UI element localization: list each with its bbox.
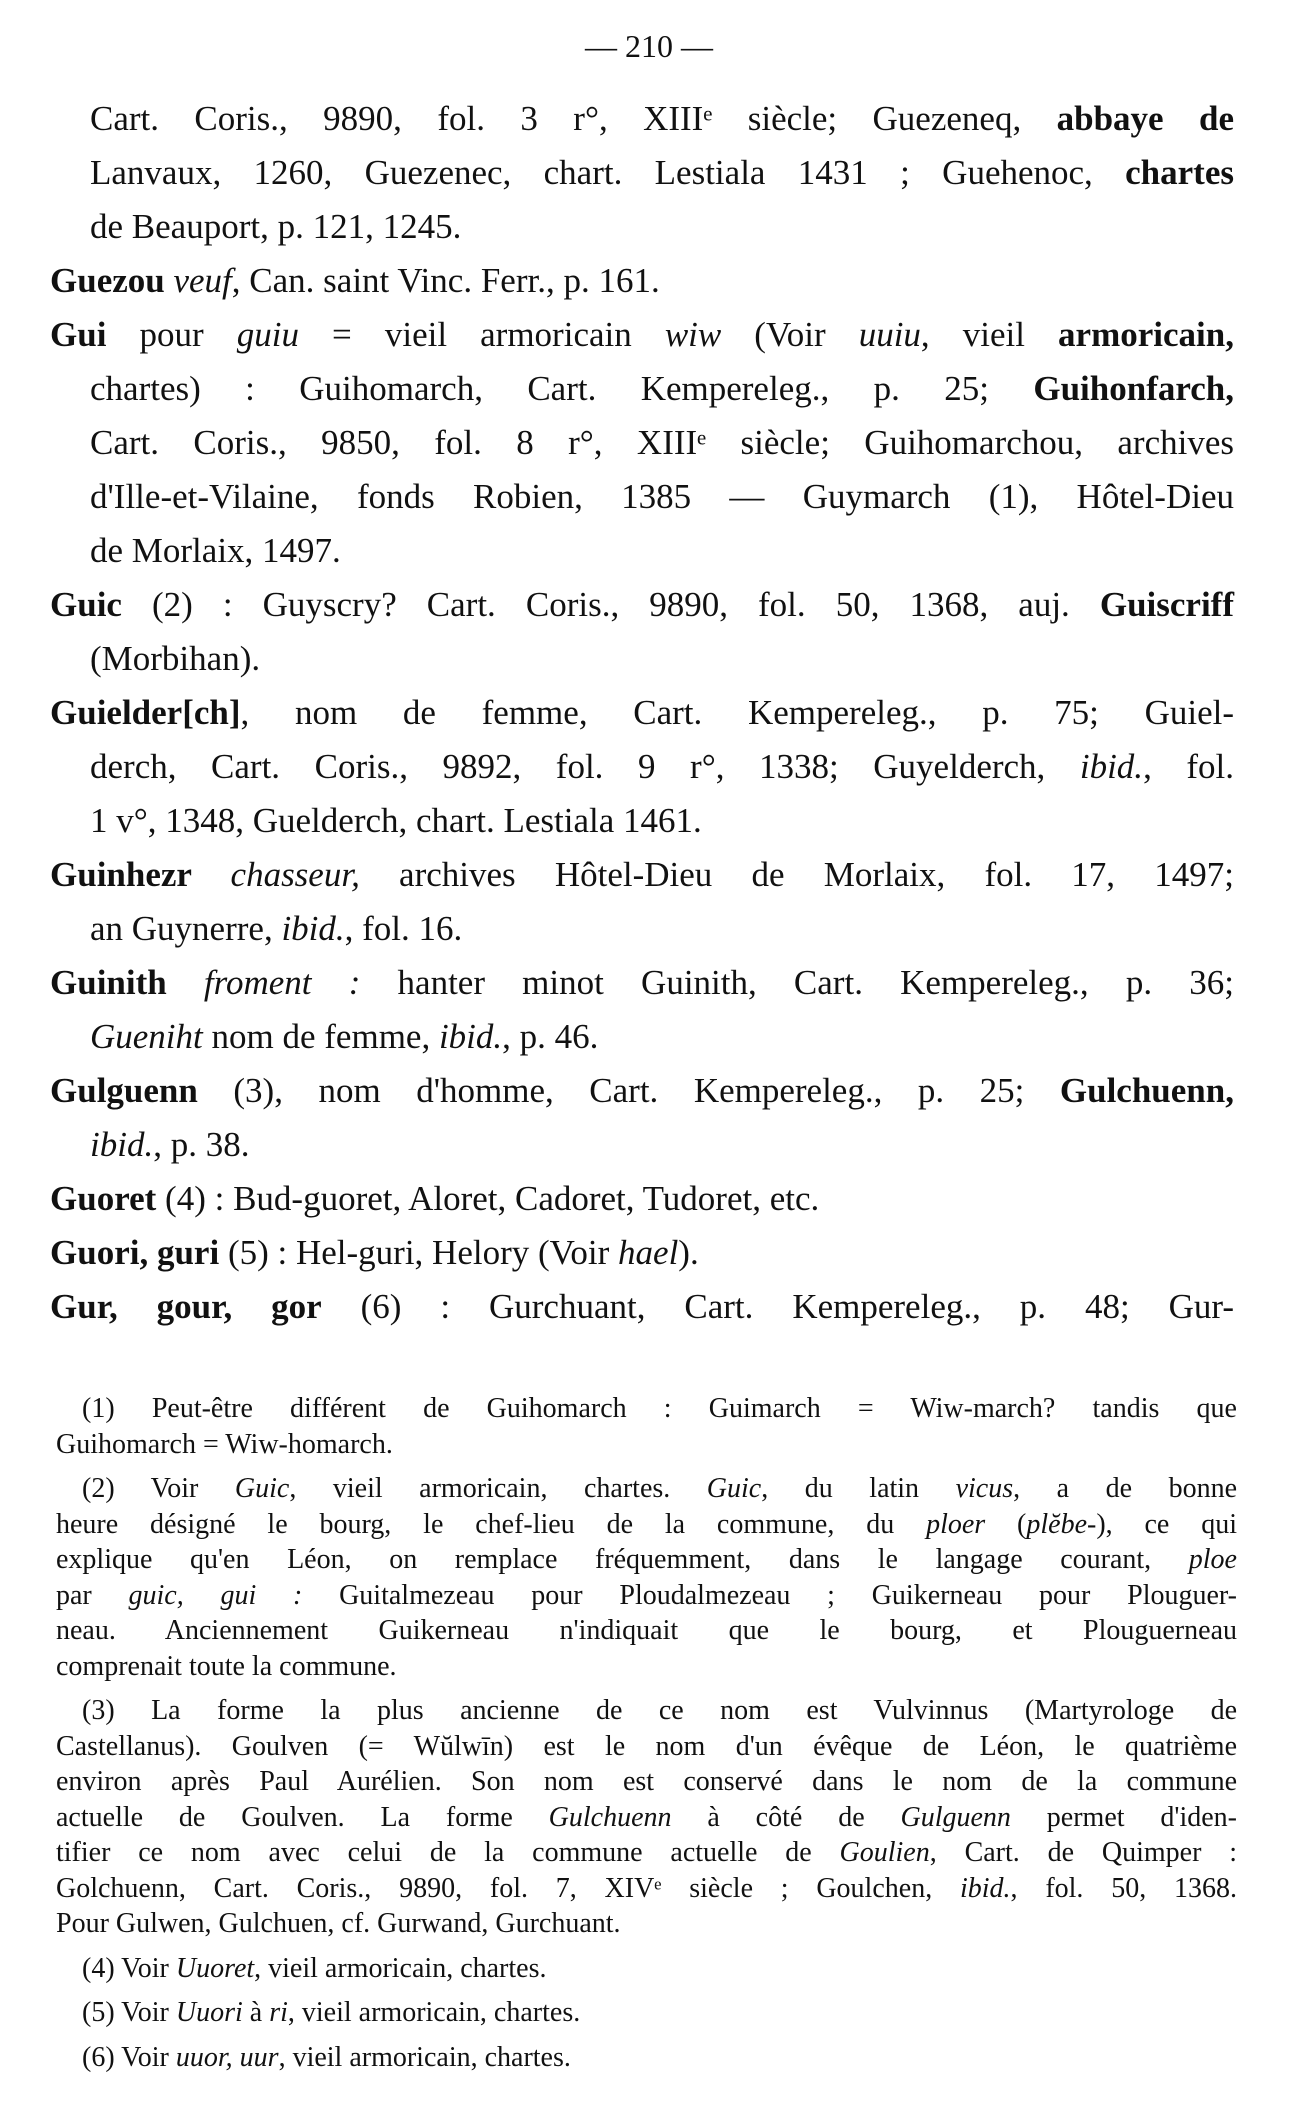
italic-text: Gueniht [90, 1017, 203, 1056]
footnote-line [82, 1391, 1237, 1427]
footnote-line [82, 1995, 1237, 2031]
text-segment: derch, Cart. Coris., 9892, fol. 9 r°, 1338; Guyelderch, [90, 747, 1080, 786]
footnote-line [56, 1835, 1237, 1871]
text-segment: ). [678, 1233, 699, 1272]
text-segment: de Morlaix, 1497. [90, 531, 341, 570]
text-segment: (4) : Bud-guoret, Aloret, Cadoret, Tudoret, etc. [156, 1179, 820, 1218]
text-line [90, 92, 1234, 146]
text-segment: (2) : Guyscry? Cart. Coris., 9890, fol. 50, 1368, auj. [121, 585, 1100, 624]
text-segment: , vieil armoricain, chartes. [287, 1997, 581, 2028]
headword-text: Guoret [50, 1179, 157, 1218]
italic-text: Gulchuenn [548, 1801, 672, 1833]
text-segment: , nom de femme, Cart. Kempereleg., p. 75; Guiel- [240, 693, 1234, 732]
headword-text: Guinhezr [50, 855, 231, 894]
text-segment: Cart. Coris., 9850, fol. 8 r°, XIIIᵉ siècle; Guihomarchou, archives [90, 423, 1234, 462]
text-segment: à côté de [671, 1801, 901, 1833]
text-segment: (3), nom d'homme, Cart. Kempereleg., p. 25; [197, 1071, 1060, 1110]
italic-text: Guic [706, 1473, 762, 1504]
text-segment: , vieil armoricain, chartes. [278, 2041, 571, 2073]
text-segment: archives Hôtel-Dieu de Morlaix, fol. 17, 1497; [359, 855, 1234, 894]
italic-text: Uuori [175, 1997, 243, 2028]
footnote-line [56, 1871, 1237, 1907]
text-segment: (Morbihan). [90, 639, 261, 678]
main-text [0, 92, 1298, 1334]
text-segment: environ après Paul Aurélien. Son nom est conservé dans le nom de la commune [56, 1766, 1237, 1797]
footnote-line [82, 2040, 1237, 2076]
text-segment: , a de bonne [1013, 1473, 1237, 1504]
text-segment: (4) Voir [82, 1952, 176, 1984]
text-line [90, 470, 1234, 524]
headword-text: Gulchuenn, [1059, 1071, 1234, 1110]
italic-text: uuor, uur [175, 2041, 279, 2073]
text-segment: (1) Peut-être différent de Guihomarch : Guimarch = Wiw-march? tandis que [82, 1393, 1237, 1424]
text-segment: (6) Voir [82, 2041, 176, 2073]
italic-text: Uuoret [175, 1952, 255, 1984]
text-line [50, 1172, 1234, 1226]
text-segment: Guihomarch = Wiw-homarch. [56, 1428, 393, 1460]
text-segment: Castellanus). Goulven (= Wŭlwīn) est le nom d'un évêque de Léon, le quatrième [56, 1730, 1237, 1762]
italic-text: ploer [926, 1508, 986, 1540]
text-segment: = vieil armoricain [298, 315, 665, 354]
italic-text: vicus [955, 1473, 1014, 1504]
text-segment: d'Ille-et-Vilaine, fonds Robien, 1385 — Guymarch (1), Hôtel-Dieu [90, 477, 1234, 516]
text-segment: Lanvaux, 1260, Guezenec, chart. Lestiala 1431 ; Guehenoc, [90, 153, 1126, 192]
italic-text: ibid. [90, 1125, 154, 1164]
footnote-line [56, 1542, 1237, 1578]
text-segment: (Voir [721, 315, 859, 354]
italic-text: ibid. [438, 1017, 503, 1056]
text-segment: , vieil armoricain, chartes. [254, 1952, 547, 1984]
text-line [90, 416, 1234, 470]
headword-text: Guezou [50, 261, 174, 300]
footnote-line [56, 1578, 1237, 1614]
text-segment: nom de femme, [202, 1017, 439, 1056]
text-segment: , fol. 16. [344, 909, 463, 948]
headword-text: chartes [1125, 153, 1234, 192]
text-line [90, 794, 1234, 848]
text-segment: Guitalmezeau pour Ploudalmezeau ; Guikerneau pour Plouguer- [302, 1579, 1237, 1611]
text-line [50, 1226, 1234, 1280]
text-segment: de Beauport, p. 121, 1245. [90, 207, 462, 246]
text-segment: , p. 46. [502, 1017, 599, 1056]
text-segment: , p. 38. [153, 1125, 250, 1164]
italic-text: Guic [234, 1473, 290, 1504]
footnote-line [56, 1729, 1237, 1765]
footnote-line [56, 1906, 1237, 1942]
text-segment: ), ce qui [1096, 1508, 1238, 1540]
headword-text: Gui [50, 315, 107, 354]
text-line [90, 524, 1234, 578]
text-segment: Cart. Coris., 9890, fol. 3 r°, XIIIᵉ siècle; Guezeneq, [90, 99, 1057, 138]
text-segment: (2) Voir [82, 1473, 235, 1504]
text-line [50, 254, 1234, 308]
italic-text: guiu [236, 315, 299, 354]
text-segment: , Can. saint Vinc. Ferr., p. 161. [231, 261, 660, 300]
footnote-line [56, 1427, 1237, 1463]
headword-text: Guihonfarch, [1033, 369, 1234, 408]
text-segment: , fol. [1143, 747, 1234, 786]
text-segment: (5) Voir [82, 1997, 176, 2028]
text-segment: chartes) : Guihomarch, Cart. Kempereleg., p. 25; [90, 369, 1034, 408]
text-segment: Golchuenn, Cart. Coris., 9890, fol. 7, XIVᵉ siècle ; Goulchen, [56, 1872, 960, 1904]
text-segment: (5) : Hel-guri, Helory (Voir [219, 1233, 619, 1272]
text-segment: explique qu'en Léon, on remplace fréquemment, dans le langage courant, [56, 1544, 1189, 1575]
headword-text: Guic [50, 585, 122, 624]
text-segment: (6) : Gurchuant, Cart. Kempereleg., p. 48; Gur- [321, 1287, 1234, 1326]
text-segment: , fol. 50, 1368. [1010, 1872, 1237, 1904]
headword-text: Gur, gour, gor [50, 1287, 322, 1326]
italic-text: hael [618, 1233, 679, 1272]
headword-text: Guinith [50, 963, 204, 1002]
italic-text: ibid. [1079, 747, 1144, 786]
text-line [90, 146, 1234, 200]
text-segment: an Guynerre, [90, 909, 282, 948]
footnote-line [56, 1649, 1237, 1685]
text-line [50, 578, 1234, 632]
text-segment: neau. Anciennement Guikerneau n'indiquait que le bourg, et Plouguerneau [56, 1615, 1237, 1646]
italic-text: guic, gui : [128, 1579, 303, 1611]
italic-text: Gulguenn [900, 1801, 1011, 1833]
footnote-line [56, 1613, 1237, 1649]
italic-text: froment : [203, 963, 361, 1002]
text-line [50, 956, 1234, 1010]
italic-text: ibid. [281, 909, 345, 948]
text-segment: pour [106, 315, 237, 354]
text-line [50, 1280, 1234, 1334]
text-line [90, 1010, 1234, 1064]
footnote-line [82, 1693, 1237, 1729]
headword-text: Guori, guri [50, 1233, 220, 1272]
headword-text: Guielder[ch] [50, 693, 241, 732]
footnote-line [56, 1507, 1237, 1543]
headword-text: abbaye de [1056, 99, 1234, 138]
text-line [90, 362, 1234, 416]
text-line [90, 632, 1234, 686]
text-line [90, 740, 1234, 794]
text-segment: heure désigné le bourg, le chef-lieu de la commune, du [56, 1508, 927, 1540]
text-line [90, 902, 1234, 956]
text-segment: par [56, 1579, 129, 1611]
text-segment: , du latin [761, 1473, 956, 1504]
text-segment: comprenait toute la commune. [56, 1650, 397, 1682]
footnote-line [56, 1800, 1237, 1836]
headword-text: Gulguenn [50, 1071, 198, 1110]
italic-text: ibid. [959, 1872, 1011, 1904]
headword-text: Guiscriff [1099, 585, 1234, 624]
italic-text: veuf [173, 261, 232, 300]
text-segment: actuelle de Goulven. La forme [56, 1801, 549, 1833]
text-segment: , vieil armoricain, chartes. [289, 1473, 707, 1504]
text-segment: (3) La forme la plus ancienne de ce nom est Vulvinnus (Martyrologe de [82, 1695, 1237, 1726]
headword-text: armoricain, [1058, 315, 1234, 354]
text-line [50, 308, 1234, 362]
italic-text: chasseur, [230, 855, 360, 894]
text-segment: permet d'iden- [1010, 1801, 1237, 1833]
footnote-line [56, 1764, 1237, 1800]
italic-text: Goulien [839, 1837, 930, 1868]
text-segment: ( [985, 1508, 1027, 1540]
text-line [50, 848, 1234, 902]
text-line [90, 1118, 1234, 1172]
text-segment: hanter minot Guinith, Cart. Kempereleg., p. 36; [360, 963, 1234, 1002]
italic-text: ploe [1188, 1544, 1237, 1575]
text-segment: , Cart. de Quimper : [929, 1837, 1237, 1868]
italic-text: ri [269, 1997, 288, 2028]
footnotes [0, 1391, 1298, 2075]
page-number: — 210 — [585, 28, 713, 64]
text-segment: 1 v°, 1348, Guelderch, chart. Lestiala 1461. [90, 801, 702, 840]
text-line [50, 1064, 1234, 1118]
footnote-line [82, 1951, 1237, 1987]
text-line [90, 200, 1234, 254]
text-line [50, 686, 1234, 740]
italic-text: wiw [664, 315, 722, 354]
italic-text: plĕbe- [1026, 1508, 1097, 1540]
text-segment: tifier ce nom avec celui de la commune actuelle de [56, 1837, 840, 1868]
text-segment: à [242, 1997, 270, 2028]
italic-text: uuiu [858, 315, 921, 354]
footnote-line [82, 1471, 1237, 1507]
text-segment: Pour Gulwen, Gulchuen, cf. Gurwand, Gurchuant. [56, 1908, 621, 1939]
text-segment: , vieil [920, 315, 1059, 354]
